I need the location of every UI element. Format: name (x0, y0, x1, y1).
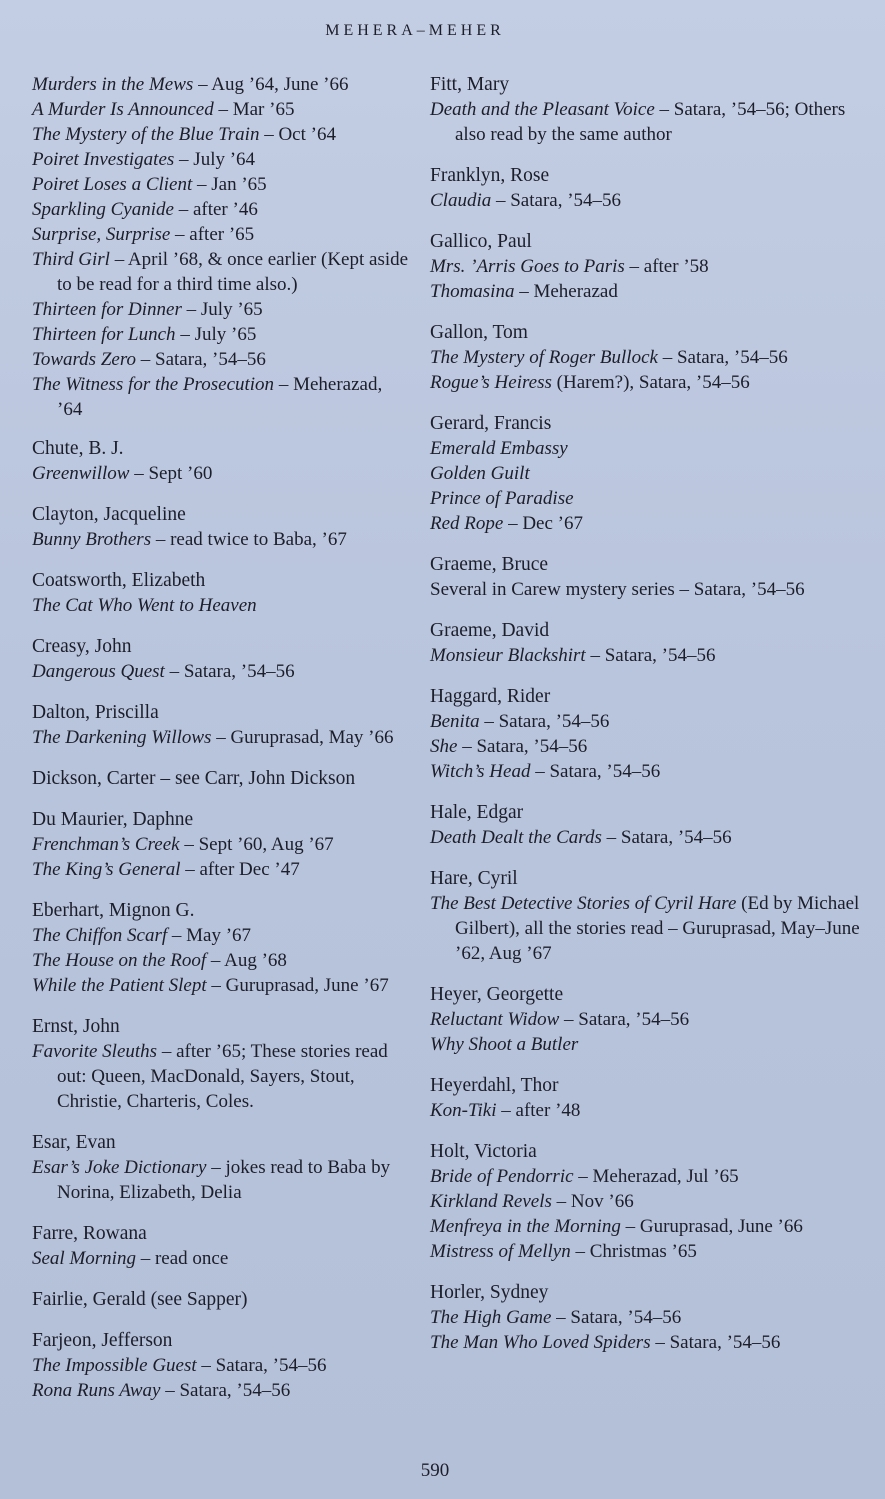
author-entry (430, 800, 870, 850)
book-line (430, 97, 870, 147)
book-line (32, 197, 412, 222)
book-note: – Dec ’67 (503, 513, 583, 534)
book-title: The Best Detective Stories of Cyril Hare (430, 893, 737, 914)
book-line (430, 486, 870, 511)
author-name: Hale, Edgar (430, 802, 524, 823)
author-name: Farre, Rowana (32, 1223, 147, 1244)
book-title: Golden Guilt (430, 463, 530, 484)
author-entry (430, 163, 870, 213)
book-title: Mistress of Mellyn (430, 1241, 571, 1262)
book-title: Poiret Loses a Client (32, 174, 193, 195)
book-note: – Satara, ’54–56 (164, 661, 295, 682)
book-title: While the Patient Slept (32, 975, 207, 996)
book-title: She (430, 736, 458, 757)
left-column (32, 72, 412, 1419)
author-entry (430, 320, 870, 395)
right-entry-list (430, 72, 870, 1355)
author-name: Graeme, Bruce (430, 554, 549, 575)
book-line (430, 891, 870, 966)
book-line (430, 254, 870, 279)
book-title: Sparkling Cyanide (32, 199, 174, 220)
book-title: The Mystery of Roger Bullock (430, 347, 658, 368)
book-title: Towards Zero (32, 349, 137, 370)
book-note: – Meherazad (514, 281, 618, 302)
book-note: – July ’65 (175, 324, 257, 345)
book-title: Kirkland Revels (430, 1191, 552, 1212)
book-note: – read once (135, 1248, 229, 1269)
book-line (32, 172, 412, 197)
book-line (32, 461, 412, 486)
book-line (430, 1214, 870, 1239)
book-title: Frenchman’s Creek (32, 834, 180, 855)
book-note: – Guruprasad, May ’66 (211, 727, 394, 748)
author-name: Coatsworth, Elizabeth (32, 570, 206, 591)
book-title: The Darkening Willows (32, 727, 212, 748)
book-line (430, 709, 870, 734)
author-entry (32, 436, 412, 486)
book-line (430, 1305, 870, 1330)
book-title: Thirteen for Lunch (32, 324, 176, 345)
book-title: Bunny Brothers (32, 529, 152, 550)
author-name: Fairlie, Gerald (see Sapper) (32, 1289, 248, 1310)
book-line (430, 825, 870, 850)
book-title: Claudia (430, 190, 492, 211)
book-note: – after ’58 (624, 256, 709, 277)
author-name: Esar, Evan (32, 1132, 116, 1153)
author-entry (32, 1130, 412, 1205)
book-title: The King’s General (32, 859, 181, 880)
author-name: Holt, Victoria (430, 1141, 537, 1162)
author-name: Haggard, Rider (430, 686, 551, 707)
author-name: Chute, B. J. (32, 438, 124, 459)
book-line (32, 1155, 412, 1205)
author-name: Gallico, Paul (430, 231, 532, 252)
author-entry (430, 866, 870, 966)
book-line (32, 147, 412, 172)
book-title: Death and the Pleasant Voice (430, 99, 655, 120)
book-line (32, 659, 412, 684)
author-name: Graeme, David (430, 620, 550, 641)
book-note: – after ’48 (496, 1100, 581, 1121)
book-title: Surprise, Surprise (32, 224, 171, 245)
author-entry (430, 1139, 870, 1264)
book-title: Thirteen for Dinner (32, 299, 182, 320)
author-name: Clayton, Jacqueline (32, 504, 186, 525)
book-note: – April ’68, & once earlier (Kept aside to be read for a third time also.) (57, 249, 409, 295)
book-line (32, 857, 412, 882)
author-entry (32, 1014, 412, 1114)
author-entry (32, 1287, 412, 1312)
book-title: Red Rope (430, 513, 504, 534)
book-note: – after ’65 (170, 224, 255, 245)
book-note: – July ’64 (174, 149, 256, 170)
book-line (430, 643, 870, 668)
author-entry (430, 72, 870, 147)
book-note: – Satara, ’54–56 (196, 1355, 327, 1376)
author-entry (32, 898, 412, 998)
book-note: – Satara, ’54–56 (551, 1307, 682, 1328)
book-line (32, 1378, 412, 1403)
book-line (32, 322, 412, 347)
book-note: Several in Carew mystery series – Satara, ’54–56 (430, 579, 805, 600)
book-title: Thomasina (430, 281, 515, 302)
book-line (430, 279, 870, 304)
book-title: The Man Who Loved Spiders (430, 1332, 651, 1353)
book-line (430, 577, 870, 602)
book-note: – Christmas ’65 (570, 1241, 697, 1262)
book-line (32, 297, 412, 322)
author-entry (430, 982, 870, 1057)
book-note: – Nov ’66 (551, 1191, 634, 1212)
book-line (32, 527, 412, 552)
author-entry (32, 807, 412, 882)
book-note: – read twice to Baba, ’67 (151, 529, 347, 550)
book-note: – Mar ’65 (213, 99, 295, 120)
author-name: Farjeon, Jefferson (32, 1330, 173, 1351)
author-name: Gallon, Tom (430, 322, 528, 343)
book-line (430, 1189, 870, 1214)
book-line (430, 734, 870, 759)
book-note: – after ’46 (173, 199, 258, 220)
author-name: Gerard, Francis (430, 413, 552, 434)
book-note: – jokes read to Baba by Norina, Elizabeth, Delia (57, 1157, 391, 1203)
book-title: Seal Morning (32, 1248, 136, 1269)
book-note: – May ’67 (167, 925, 252, 946)
book-note: – Aug ’68 (206, 950, 287, 971)
book-note: – after Dec ’47 (180, 859, 300, 880)
book-title: The High Game (430, 1307, 552, 1328)
book-title: The Chiffon Scarf (32, 925, 168, 946)
book-note: – Satara, ’54–56 (585, 645, 716, 666)
book-line (430, 188, 870, 213)
book-line (430, 1330, 870, 1355)
book-note: – Satara, ’54–56; Others also read by the same author (455, 99, 846, 145)
author-name: Ernst, John (32, 1016, 120, 1037)
author-entry (32, 634, 412, 684)
book-title: Why Shoot a Butler (430, 1034, 579, 1055)
book-title: Reluctant Widow (430, 1009, 560, 1030)
author-name: Horler, Sydney (430, 1282, 549, 1303)
book-line (430, 436, 870, 461)
book-title: Mrs. ’Arris Goes to Paris (430, 256, 625, 277)
book-note: – Meherazad, Jul ’65 (573, 1166, 739, 1187)
author-name: Heyerdahl, Thor (430, 1075, 559, 1096)
book-line (430, 759, 870, 784)
author-entry (32, 766, 412, 791)
book-title: Emerald Embassy (430, 438, 568, 459)
author-entry (430, 684, 870, 784)
book-note: – after ’65; These stories read out: Queen, MacDonald, Sayers, Stout, Christie, Charteris, Coles. (57, 1041, 388, 1112)
book-line (32, 247, 412, 297)
book-note: – Satara, ’54–56 (559, 1009, 690, 1030)
book-line (32, 97, 412, 122)
book-title: The Cat Who Went to Heaven (32, 595, 257, 616)
book-title: Prince of Paradise (430, 488, 574, 509)
book-line (32, 347, 412, 372)
book-title: Greenwillow (32, 463, 130, 484)
book-line (430, 1098, 870, 1123)
book-line (430, 461, 870, 486)
book-line (430, 1032, 870, 1057)
book-note: – Satara, ’54–56 (457, 736, 588, 757)
book-title: Murders in the Mews (32, 74, 194, 95)
book-note: (Ed by Michael Gilbert), all the stories read – Guruprasad, May–June ’62, Aug ’67 (455, 893, 860, 964)
author-entry (430, 552, 870, 602)
book-line (32, 122, 412, 147)
book-title: Favorite Sleuths (32, 1041, 158, 1062)
book-note: – Aug ’64, June ’66 (193, 74, 349, 95)
book-line (32, 1039, 412, 1114)
book-line (32, 1353, 412, 1378)
book-line (32, 832, 412, 857)
book-line (430, 511, 870, 536)
book-line (32, 923, 412, 948)
book-note: – Satara, ’54–56 (650, 1332, 781, 1353)
book-line (32, 72, 412, 97)
author-entry (430, 1280, 870, 1355)
left-entry-list (32, 436, 412, 1403)
author-entry (430, 1073, 870, 1123)
book-title: Rogue’s Heiress (430, 372, 552, 393)
author-name: Eberhart, Mignon G. (32, 900, 195, 921)
book-note: – July ’65 (181, 299, 263, 320)
book-note: – Sept ’60 (129, 463, 213, 484)
author-entry (32, 1221, 412, 1271)
author-entry (430, 411, 870, 536)
book-line (32, 973, 412, 998)
book-note: – Satara, ’54–56 (530, 761, 661, 782)
author-entry (32, 1328, 412, 1403)
author-name: Du Maurier, Daphne (32, 809, 194, 830)
book-title: Death Dealt the Cards (430, 827, 602, 848)
running-header: MEHERA–MEHER (325, 22, 505, 39)
author-entry (32, 502, 412, 552)
book-title: The House on the Roof (32, 950, 207, 971)
book-line (32, 725, 412, 750)
book-title: The Mystery of the Blue Train (32, 124, 260, 145)
book-title: Bride of Pendorric (430, 1166, 574, 1187)
author-name: Franklyn, Rose (430, 165, 550, 186)
book-title: Poiret Investigates (32, 149, 175, 170)
book-note: – Jan ’65 (192, 174, 267, 195)
book-line (32, 948, 412, 973)
page-number: 590 (420, 1460, 450, 1481)
book-note: – Guruprasad, June ’67 (206, 975, 389, 996)
book-title: Witch’s Head (430, 761, 531, 782)
book-line (430, 1164, 870, 1189)
author-name: Creasy, John (32, 636, 132, 657)
book-title: Benita (430, 711, 480, 732)
book-line (430, 1007, 870, 1032)
right-column (430, 72, 870, 1371)
book-note: – Satara, ’54–56 (657, 347, 788, 368)
book-title: The Impossible Guest (32, 1355, 197, 1376)
book-note: – Satara, ’54–56 (136, 349, 266, 370)
book-line (430, 345, 870, 370)
book-line (430, 1239, 870, 1264)
continued-entry-list (32, 72, 412, 422)
author-name: Dickson, Carter – see Carr, John Dickson (32, 768, 356, 789)
author-name: Hare, Cyril (430, 868, 518, 889)
book-note: – Sept ’60, Aug ’67 (179, 834, 334, 855)
book-title: Kon-Tiki (430, 1100, 497, 1121)
book-note: – Satara, ’54–56 (601, 827, 732, 848)
author-entry (32, 568, 412, 618)
author-name: Fitt, Mary (430, 74, 510, 95)
book-line (430, 370, 870, 395)
author-name: Dalton, Priscilla (32, 702, 159, 723)
book-title: Dangerous Quest (32, 661, 165, 682)
book-note: – Satara, ’54–56 (491, 190, 622, 211)
book-title: Monsieur Blackshirt (430, 645, 586, 666)
book-line (32, 222, 412, 247)
book-title: Menfreya in the Morning (430, 1216, 621, 1237)
book-note: – Guruprasad, June ’66 (620, 1216, 803, 1237)
book-title: A Murder Is Announced (32, 99, 214, 120)
book-note: – Satara, ’54–56 (479, 711, 610, 732)
book-title: Esar’s Joke Dictionary (32, 1157, 207, 1178)
book-line (32, 593, 412, 618)
book-line (32, 372, 412, 422)
author-entry (32, 700, 412, 750)
book-note: – Meherazad, ’64 (57, 374, 383, 420)
book-title: Rona Runs Away (32, 1380, 161, 1401)
book-note: (Harem?), Satara, ’54–56 (551, 372, 750, 393)
book-title: Third Girl (32, 249, 110, 270)
book-note: – Satara, ’54–56 (160, 1380, 291, 1401)
book-line (32, 1246, 412, 1271)
book-title: The Witness for the Prosecution (32, 374, 275, 395)
book-note: – Oct ’64 (259, 124, 336, 145)
author-entry (430, 618, 870, 668)
author-entry (430, 229, 870, 304)
author-name: Heyer, Georgette (430, 984, 564, 1005)
